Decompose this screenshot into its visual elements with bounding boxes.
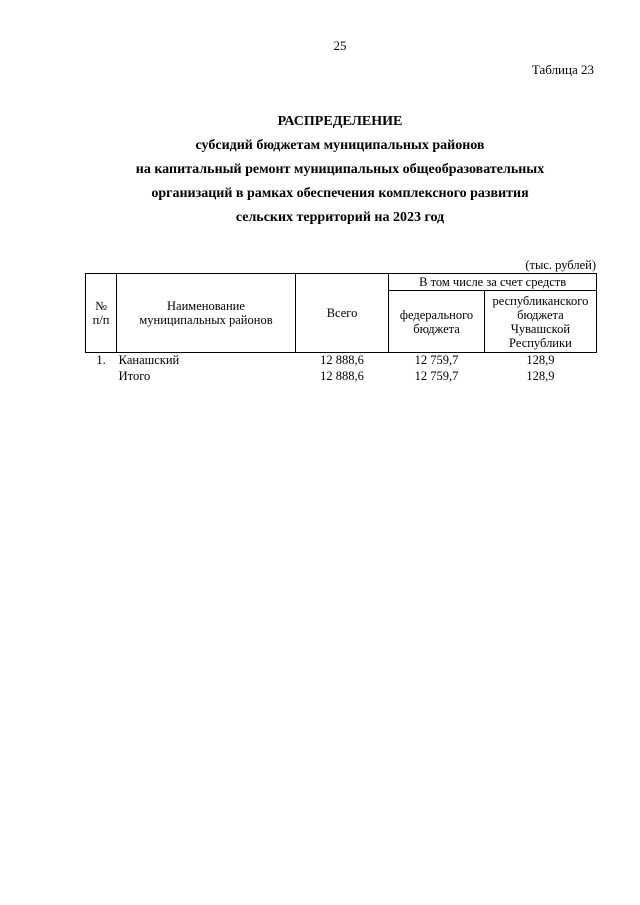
row-federal: 12 759,7 bbox=[414, 369, 459, 383]
document-title bbox=[0, 110, 640, 230]
header-republic-line4: Республики bbox=[509, 335, 572, 350]
row-total: 12 888,6 bbox=[320, 369, 364, 383]
header-total: Всего bbox=[295, 274, 388, 353]
row-district-name: Итого bbox=[118, 369, 151, 383]
header-number-line2: п/п bbox=[92, 313, 110, 327]
title-line-1: РАСПРЕДЕЛЕНИЕ bbox=[277, 114, 403, 129]
table-row bbox=[86, 369, 597, 385]
header-republic-line1: республиканского bbox=[492, 293, 589, 308]
distribution-table bbox=[85, 273, 597, 385]
title-line-4: организаций в рамках обеспечения комплексного развития bbox=[151, 186, 529, 201]
header-number-line1: № bbox=[95, 299, 108, 313]
row-republic: 128,9 bbox=[526, 353, 555, 367]
header-number bbox=[86, 274, 117, 353]
title-line-2: субсидий бюджетам муниципальных районов bbox=[195, 138, 485, 153]
page-number: 25 bbox=[333, 38, 347, 53]
row-republic: 128,9 bbox=[526, 369, 555, 383]
row-district-name: Канашский bbox=[118, 353, 180, 367]
header-federal bbox=[389, 291, 485, 353]
table-row bbox=[86, 353, 597, 370]
row-number: 1. bbox=[96, 353, 106, 367]
header-republic bbox=[484, 291, 596, 353]
header-republic-line3: Чувашской bbox=[510, 321, 571, 336]
header-name bbox=[117, 274, 296, 353]
header-name-line2: муниципальных районов bbox=[139, 313, 273, 327]
row-federal: 12 759,7 bbox=[414, 353, 459, 367]
title-line-5: сельских территорий на 2023 год bbox=[235, 210, 445, 225]
title-line-3: на капитальный ремонт муниципальных общеобразовательных bbox=[135, 162, 545, 177]
header-name-line1: Наименование bbox=[167, 299, 245, 313]
table-reference: Таблица 23 bbox=[531, 62, 594, 77]
row-number bbox=[86, 369, 117, 385]
row-total: 12 888,6 bbox=[320, 353, 364, 367]
units-label: (тыс. рублей) bbox=[525, 258, 596, 272]
header-federal-line1: федерального bbox=[399, 307, 474, 322]
header-republic-line2: бюджета bbox=[517, 307, 564, 322]
header-federal-line2: бюджета bbox=[413, 321, 460, 336]
header-group: В том числе за счет средств bbox=[389, 274, 597, 291]
